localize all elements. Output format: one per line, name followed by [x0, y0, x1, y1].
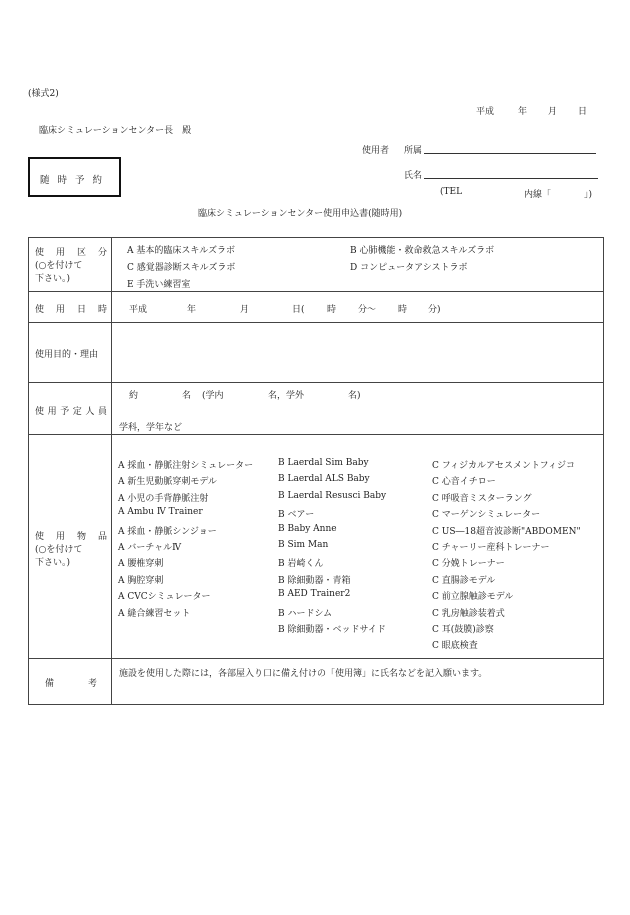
- items-col-b: [278, 458, 386, 638]
- extension-label: 内線「: [524, 190, 552, 200]
- item-a[interactable]: A Ambu Ⅳ Trainer: [118, 507, 203, 518]
- category-label-cell: [29, 238, 112, 292]
- form-title: 臨床シミュレーションセンター使用申込書(随時用): [198, 209, 403, 219]
- item-b[interactable]: B Sim Man: [278, 539, 329, 550]
- item-b[interactable]: B 除細動器・ベッドサイド: [278, 624, 386, 635]
- item-a[interactable]: A 小児の手背静脈注射: [118, 493, 209, 504]
- item-b[interactable]: B Baby Anne: [278, 523, 337, 534]
- datetime-hour-start: 時: [327, 305, 337, 315]
- reservation-label: 随時予約: [40, 175, 111, 186]
- item-c[interactable]: C 分娩トレーナー: [432, 559, 505, 570]
- datetime-minute-start: 分～: [358, 305, 377, 315]
- items-col-a: [118, 458, 253, 622]
- item-a[interactable]: A バーチャルⅣ: [118, 542, 182, 553]
- item-a[interactable]: A 腰椎穿刺: [118, 559, 164, 570]
- category-option-e[interactable]: E 手洗い練習室: [127, 280, 191, 290]
- item-b[interactable]: B Laerdal Sim Baby: [278, 458, 369, 468]
- datetime-hour-end: 時: [398, 305, 408, 315]
- datetime-minute-end: 分): [428, 305, 441, 315]
- category-option-b[interactable]: B 心肺機能・救命救急スキルズラボ: [350, 246, 495, 256]
- datetime-label: 使 用 日 時: [35, 305, 107, 315]
- item-c[interactable]: C US―18超音波診断"ABDOMEN": [432, 526, 581, 537]
- category-row: [29, 238, 604, 292]
- items-hint-1: (○を付けて: [35, 545, 83, 555]
- category-option-c[interactable]: C 感覚器診断スキルズラボ: [127, 263, 236, 273]
- name-label: 氏名: [404, 171, 423, 181]
- people-inside: (学内: [202, 391, 224, 401]
- items-list: [112, 435, 604, 659]
- item-b[interactable]: B ベアー: [278, 510, 315, 521]
- remarks-label: 備 考: [45, 679, 97, 689]
- item-a[interactable]: A 縫合練習セット: [118, 608, 191, 619]
- form-number: (様式2): [28, 89, 59, 99]
- items-hint-2: 下さい。): [35, 558, 71, 568]
- purpose-label: 使用目的・理由: [35, 350, 99, 360]
- item-b[interactable]: B AED Trainer2: [278, 589, 351, 600]
- remarks-field: [112, 659, 604, 705]
- people-unit: 名: [182, 391, 192, 401]
- item-c[interactable]: C 呼吸音ミスターラング: [432, 493, 532, 504]
- addressee: 臨床シミュレーションセンター長 殿: [39, 126, 192, 136]
- item-b[interactable]: B ハードシム: [278, 608, 333, 619]
- category-hint-1: (○を付けて: [35, 261, 83, 271]
- item-c[interactable]: C 前立腺触診モデル: [432, 592, 514, 603]
- item-c[interactable]: C フィジカルアセスメントフィジコ: [432, 461, 575, 471]
- people-outside: 名，学外: [268, 391, 305, 401]
- remarks-row: [29, 659, 604, 705]
- item-c[interactable]: C チャーリー産科トレーナー: [432, 542, 550, 553]
- date-day: 日: [578, 107, 588, 117]
- item-c[interactable]: C 直腸診モデル: [432, 575, 496, 586]
- purpose-row: [29, 323, 604, 383]
- affiliation-label: 所属: [404, 146, 423, 156]
- item-a[interactable]: A 胸腔穿刺: [118, 575, 164, 586]
- item-a[interactable]: A CVCシミュレーター: [118, 592, 211, 603]
- items-col-c: [432, 458, 581, 655]
- remarks-label-cell: [29, 659, 112, 705]
- name-field[interactable]: [424, 166, 598, 179]
- purpose-field[interactable]: [112, 323, 604, 383]
- date-year: 年: [518, 107, 528, 117]
- datetime-label-cell: [29, 292, 112, 323]
- people-row: [29, 383, 604, 435]
- item-a[interactable]: A 採血・静脈シンジョー: [118, 526, 217, 537]
- item-c[interactable]: C 乳房触診装着式: [432, 608, 505, 619]
- extension-close: 」): [584, 190, 593, 200]
- category-options: [112, 238, 604, 292]
- category-hint-2: 下さい。): [35, 274, 71, 284]
- people-outside-close: 名): [348, 391, 361, 401]
- people-department: 学科，学年など: [119, 423, 183, 433]
- item-a[interactable]: A 採血・静脈注射シミュレーター: [118, 461, 254, 471]
- application-table: [28, 237, 604, 705]
- affiliation-field[interactable]: [424, 141, 596, 154]
- reservation-box: [28, 157, 121, 197]
- people-approx: 約: [129, 391, 139, 401]
- remarks-label-wrap: [45, 676, 97, 689]
- item-c[interactable]: C 心音イチロー: [432, 477, 496, 488]
- datetime-year: 年: [187, 305, 197, 315]
- datetime-era: 平成: [129, 305, 148, 315]
- items-label: 使 用 物 品: [35, 532, 107, 542]
- items-label-cell: [29, 435, 112, 659]
- datetime-row: [29, 292, 604, 323]
- user-label: 使用者: [362, 146, 390, 156]
- remarks-text: 施設を使用した際には，各部屋入り口に備え付けの「使用簿」に氏名などを記入願います。: [119, 669, 488, 679]
- date-month: 月: [548, 107, 558, 117]
- item-a[interactable]: A 新生児動脈穿刺モデル: [118, 477, 217, 488]
- purpose-label-cell: [29, 323, 112, 383]
- item-b[interactable]: B 除細動器・青箱: [278, 575, 351, 586]
- category-label: 使 用 区 分: [35, 248, 107, 258]
- item-b[interactable]: B 岩崎くん: [278, 559, 324, 570]
- items-row: [29, 435, 604, 659]
- datetime-month: 月: [240, 305, 250, 315]
- date-era: 平成: [476, 107, 495, 117]
- people-label-cell: [29, 383, 112, 435]
- datetime-day: 日(: [292, 305, 305, 315]
- people-field[interactable]: [112, 383, 604, 435]
- item-c[interactable]: C 眼底検査: [432, 641, 478, 652]
- people-label: 使 用 予 定 人 員: [35, 407, 107, 417]
- item-b[interactable]: B Laerdal ALS Baby: [278, 474, 370, 485]
- item-c[interactable]: C 耳(鼓膜)診察: [432, 624, 494, 635]
- category-option-d[interactable]: D コンピュータアシストラボ: [350, 263, 468, 273]
- category-option-a[interactable]: A 基本的臨床スキルズラボ: [127, 246, 236, 256]
- datetime-field[interactable]: [112, 292, 604, 323]
- tel-label: (TEL: [440, 187, 463, 197]
- item-b[interactable]: B Laerdal Resusci Baby: [278, 490, 387, 501]
- item-c[interactable]: C マーゲンシミュレーター: [432, 510, 541, 521]
